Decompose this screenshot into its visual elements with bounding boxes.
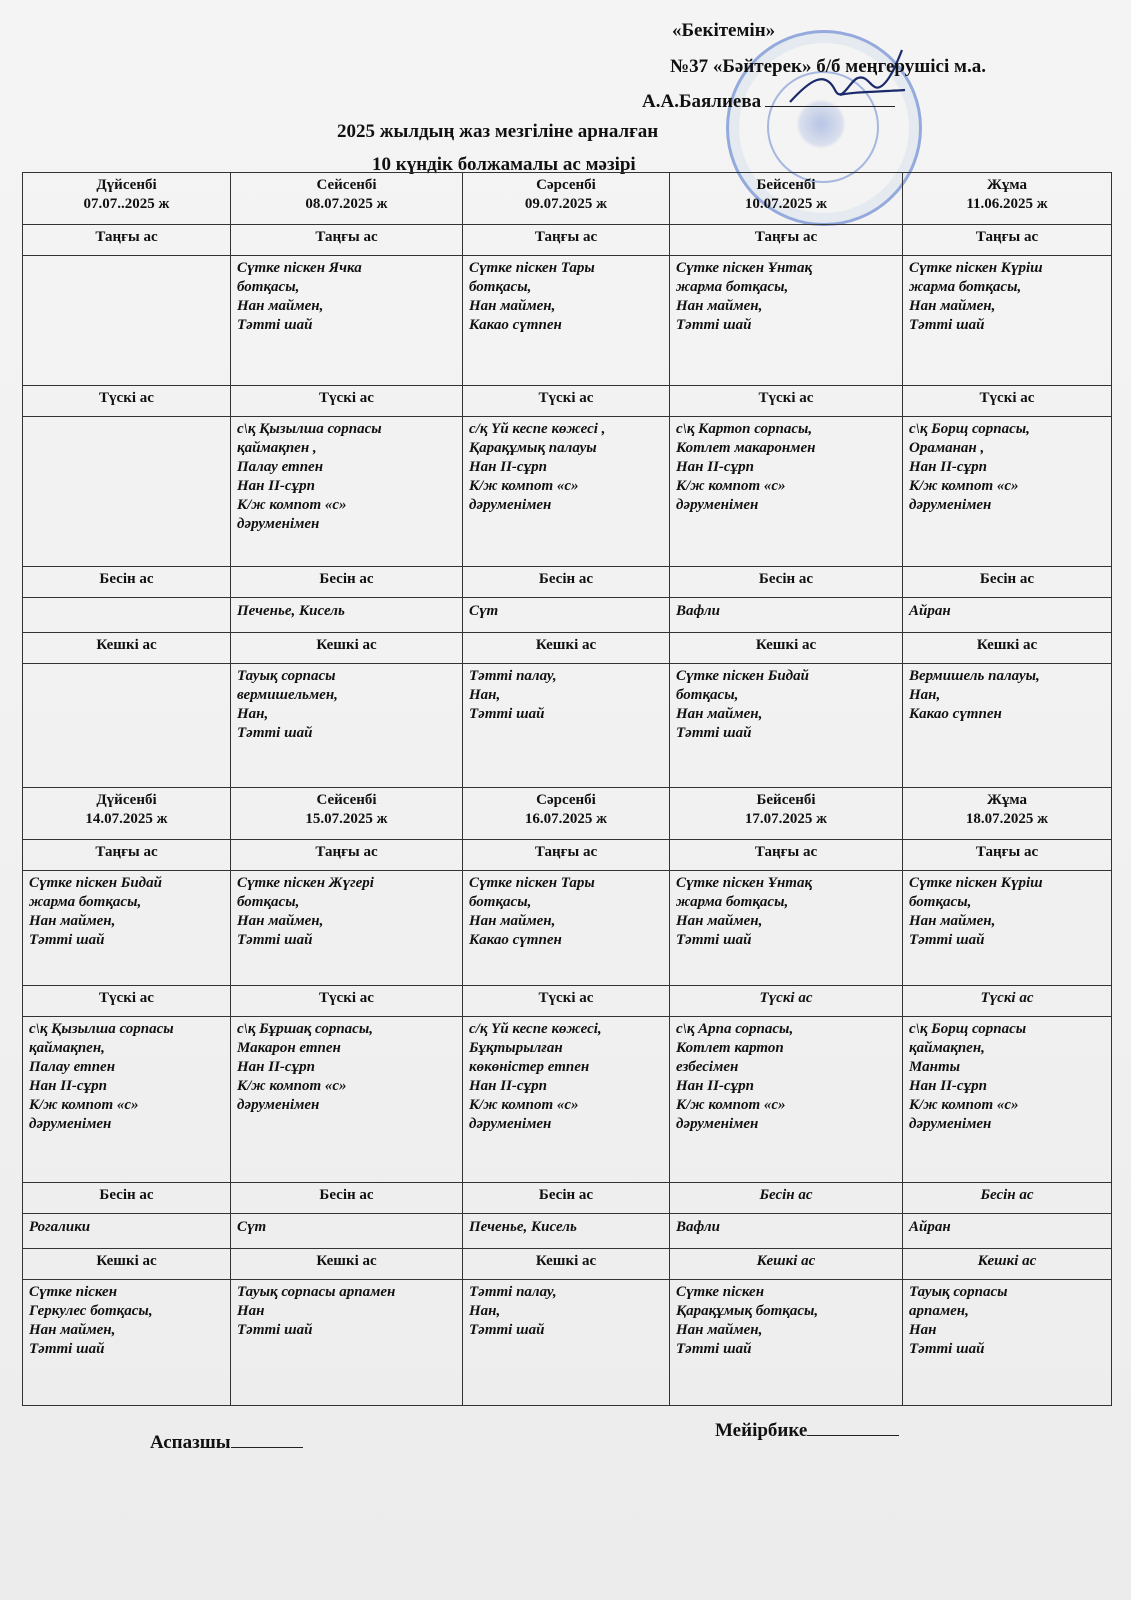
meal-label-row bbox=[23, 840, 1112, 871]
meal-label-breakfast: Таңғы ас bbox=[231, 840, 463, 871]
day-name: Сейсенбі bbox=[316, 792, 377, 808]
day-name: Дүйсенбі bbox=[96, 792, 157, 808]
menu-title: 2025 жылдың жаз мезгіліне арналған bbox=[337, 121, 659, 142]
day-name: Сәрсенбі bbox=[536, 177, 596, 193]
day-name: Жұма bbox=[987, 177, 1027, 193]
meal-label-dinner: Кешкі ас bbox=[670, 633, 903, 664]
cook-signature-line bbox=[150, 1432, 303, 1454]
meal-label-row bbox=[23, 1183, 1112, 1214]
dish-cell: Сүтке піскен Қарақұмық ботқасы, Нан маймен, Тәтті шай bbox=[670, 1280, 903, 1406]
meal-label-breakfast: Таңғы ас bbox=[670, 225, 903, 256]
meal-label-row bbox=[23, 986, 1112, 1017]
meal-label-row bbox=[23, 633, 1112, 664]
day-date: 14.07.2025 ж bbox=[85, 811, 168, 827]
meal-label-row bbox=[23, 1249, 1112, 1280]
meal-label-lunch: Түскі ас bbox=[670, 986, 903, 1017]
meal-label-row bbox=[23, 386, 1112, 417]
menu-subtitle: 10 күндік болжамалы ас мәзірі bbox=[372, 154, 636, 175]
day-name: Бейсенбі bbox=[756, 177, 816, 193]
meal-label-lunch: Түскі ас bbox=[903, 386, 1112, 417]
day-header bbox=[670, 173, 903, 225]
meal-label-dinner: Кешкі ас bbox=[903, 1249, 1112, 1280]
signature-line bbox=[765, 92, 895, 107]
dish-cell: Айран bbox=[903, 598, 1112, 633]
dish-cell: Тәтті палау, Нан, Тәтті шай bbox=[463, 664, 670, 788]
day-header bbox=[463, 173, 670, 225]
day-header bbox=[903, 173, 1112, 225]
dish-cell: с\қ Қызылша сорпасы қаймақпен, Палау етпен Нан ІІ-сұрп К/ж компот «с» дәруменімен bbox=[23, 1017, 231, 1183]
meal-label-lunch: Түскі ас bbox=[231, 986, 463, 1017]
day-header-row bbox=[23, 788, 1112, 840]
day-date: 07.07..2025 ж bbox=[83, 196, 170, 212]
dish-cell: Рогалики bbox=[23, 1214, 231, 1249]
dish-cell: с\қ Борщ сорпасы, Ораманан , Нан ІІ-сұрп К/ж компот «с» дәруменімен bbox=[903, 417, 1112, 567]
meal-label-lunch: Түскі ас bbox=[903, 986, 1112, 1017]
meal-label-lunch: Түскі ас bbox=[463, 986, 670, 1017]
dish-cell: Сүт bbox=[231, 1214, 463, 1249]
day-header bbox=[231, 173, 463, 225]
day-date: 09.07.2025 ж bbox=[524, 196, 608, 212]
meal-label-row bbox=[23, 225, 1112, 256]
meal-label-snack: Бесін ас bbox=[670, 1183, 903, 1214]
dish-cell: Сүтке піскен Ячка ботқасы, Нан маймен, Тәтті шай bbox=[231, 256, 463, 386]
meal-label-lunch: Түскі ас bbox=[231, 386, 463, 417]
meal-label-breakfast: Таңғы ас bbox=[463, 225, 670, 256]
nurse-signature-line bbox=[715, 1420, 899, 1442]
day-header bbox=[23, 173, 231, 225]
meal-label-dinner: Кешкі ас bbox=[23, 633, 231, 664]
day-date: 08.07.2025 ж bbox=[305, 196, 388, 212]
meal-label-dinner: Кешкі ас bbox=[903, 633, 1112, 664]
dish-cell: Сүтке піскен Жүгері ботқасы, Нан маймен, Тәтті шай bbox=[231, 871, 463, 986]
meal-label-snack: Бесін ас bbox=[231, 1183, 463, 1214]
meal-label-breakfast: Таңғы ас bbox=[231, 225, 463, 256]
day-date: 15.07.2025 ж bbox=[305, 811, 388, 827]
dish-cell bbox=[23, 417, 231, 567]
menu-table bbox=[22, 172, 1112, 1406]
dish-cell: Сүтке піскен Тары ботқасы, Нан маймен, Какао сүтпен bbox=[463, 256, 670, 386]
dish-row-snack bbox=[23, 598, 1112, 633]
dish-cell: Тауық сорпасы вермишельмен, Нан, Тәтті шай bbox=[231, 664, 463, 788]
day-header bbox=[903, 788, 1112, 840]
cook-label: Аспазшы bbox=[150, 1432, 231, 1453]
dish-cell: с\қ Борщ сорпасы қаймақпен, Манты Нан ІІ-сұрп К/ж компот «с» дәруменімен bbox=[903, 1017, 1112, 1183]
dish-cell: с\қ Қызылша сорпасы қаймақпен , Палау етпен Нан ІІ-сұрп К/ж компот «с» дәруменімен bbox=[231, 417, 463, 567]
dish-cell: Сүтке піскен Ұнтақ жарма ботқасы, Нан маймен, Тәтті шай bbox=[670, 871, 903, 986]
approval-heading: «Бекітемін» bbox=[672, 20, 776, 41]
day-date: 18.07.2025 ж bbox=[965, 811, 1049, 827]
day-name: Сейсенбі bbox=[316, 177, 377, 193]
approver-name: А.А.Баялиева bbox=[642, 91, 762, 112]
dish-cell: Тауық сорпасы арпамен Нан Тәтті шай bbox=[231, 1280, 463, 1406]
dish-cell: с\қ Бұршақ сорпасы, Макарон етпен Нан ІІ-сұрп К/ж компот «с» дәруменімен bbox=[231, 1017, 463, 1183]
dish-cell: Вермишель палауы, Нан, Какао сүтпен bbox=[903, 664, 1112, 788]
dish-row-dinner bbox=[23, 664, 1112, 788]
meal-label-breakfast: Таңғы ас bbox=[903, 225, 1112, 256]
day-name: Сәрсенбі bbox=[536, 792, 596, 808]
dish-cell: Вафли bbox=[670, 1214, 903, 1249]
dish-cell: Печенье, Кисель bbox=[463, 1214, 670, 1249]
dish-cell: Сүтке піскен Бидай ботқасы, Нан маймен, Тәтті шай bbox=[670, 664, 903, 788]
dish-cell: с\қ Картоп сорпасы, Котлет макаронмен Нан ІІ-сұрп К/ж компот «с» дәруменімен bbox=[670, 417, 903, 567]
dish-row-lunch bbox=[23, 1017, 1112, 1183]
dish-row-dinner bbox=[23, 1280, 1112, 1406]
meal-label-row bbox=[23, 567, 1112, 598]
meal-label-breakfast: Таңғы ас bbox=[670, 840, 903, 871]
meal-label-snack: Бесін ас bbox=[670, 567, 903, 598]
meal-label-breakfast: Таңғы ас bbox=[903, 840, 1112, 871]
meal-label-dinner: Кешкі ас bbox=[231, 633, 463, 664]
dish-cell: Тауық сорпасы арпамен, Нан Тәтті шай bbox=[903, 1280, 1112, 1406]
dish-cell: Сүтке піскен Тары ботқасы, Нан маймен, Какао сүтпен bbox=[463, 871, 670, 986]
dish-cell: Сүтке піскен Күріш ботқасы, Нан маймен, Тәтті шай bbox=[903, 871, 1112, 986]
nurse-underline bbox=[807, 1421, 899, 1436]
meal-label-lunch: Түскі ас bbox=[670, 386, 903, 417]
dish-row-lunch bbox=[23, 417, 1112, 567]
dish-cell: Сүтке піскен Күріш жарма ботқасы, Нан маймен, Тәтті шай bbox=[903, 256, 1112, 386]
meal-label-lunch: Түскі ас bbox=[23, 986, 231, 1017]
dish-cell: Печенье, Кисель bbox=[231, 598, 463, 633]
day-header bbox=[231, 788, 463, 840]
meal-label-breakfast: Таңғы ас bbox=[463, 840, 670, 871]
dish-row-snack bbox=[23, 1214, 1112, 1249]
approver-name-line bbox=[642, 91, 895, 113]
dish-row-breakfast bbox=[23, 871, 1112, 986]
nurse-label: Мейірбике bbox=[715, 1420, 808, 1441]
meal-label-lunch: Түскі ас bbox=[463, 386, 670, 417]
dish-cell bbox=[23, 598, 231, 633]
day-header-row bbox=[23, 173, 1112, 225]
dish-cell: Сүтке піскен Геркулес ботқасы, Нан маймен, Тәтті шай bbox=[23, 1280, 231, 1406]
dish-cell: с/қ Үй кеспе көжесі , Қарақұмық палауы Нан ІІ-сұрп К/ж компот «с» дәруменімен bbox=[463, 417, 670, 567]
meal-label-lunch: Түскі ас bbox=[23, 386, 231, 417]
dish-cell: с\қ Арпа сорпасы, Котлет картоп езбесімен Нан ІІ-сұрп К/ж компот «с» дәруменімен bbox=[670, 1017, 903, 1183]
approver-position: №37 «Бәйтерек» б/б меңгерушісі м.а. bbox=[670, 56, 986, 77]
day-name: Дүйсенбі bbox=[96, 177, 157, 193]
meal-label-dinner: Кешкі ас bbox=[23, 1249, 231, 1280]
meal-label-snack: Бесін ас bbox=[903, 567, 1112, 598]
meal-label-snack: Бесін ас bbox=[23, 567, 231, 598]
meal-label-dinner: Кешкі ас bbox=[463, 633, 670, 664]
dish-cell: Вафли bbox=[670, 598, 903, 633]
dish-cell: с/қ Үй кеспе көжесі, Бұқтырылған көкөністер етпен Нан ІІ-сұрп К/ж компот «с» дәруменімен bbox=[463, 1017, 670, 1183]
dish-cell: Сүт bbox=[463, 598, 670, 633]
dish-row-breakfast bbox=[23, 256, 1112, 386]
meal-label-breakfast: Таңғы ас bbox=[23, 225, 231, 256]
meal-label-snack: Бесін ас bbox=[903, 1183, 1112, 1214]
meal-label-dinner: Кешкі ас bbox=[670, 1249, 903, 1280]
dish-cell bbox=[23, 664, 231, 788]
dish-cell: Сүтке піскен Бидай жарма ботқасы, Нан маймен, Тәтті шай bbox=[23, 871, 231, 986]
dish-cell bbox=[23, 256, 231, 386]
day-date: 16.07.2025 ж bbox=[524, 811, 608, 827]
day-header bbox=[463, 788, 670, 840]
day-date: 10.07.2025 ж bbox=[744, 196, 828, 212]
day-header bbox=[670, 788, 903, 840]
meal-label-snack: Бесін ас bbox=[23, 1183, 231, 1214]
meal-label-snack: Бесін ас bbox=[463, 1183, 670, 1214]
day-date: 17.07.2025 ж bbox=[744, 811, 828, 827]
dish-cell: Айран bbox=[903, 1214, 1112, 1249]
day-date: 11.06.2025 ж bbox=[966, 196, 1048, 212]
dish-cell: Сүтке піскен Ұнтақ жарма ботқасы, Нан маймен, Тәтті шай bbox=[670, 256, 903, 386]
meal-label-dinner: Кешкі ас bbox=[463, 1249, 670, 1280]
day-name: Жұма bbox=[987, 792, 1027, 808]
day-name: Бейсенбі bbox=[756, 792, 816, 808]
meal-label-breakfast: Таңғы ас bbox=[23, 840, 231, 871]
meal-label-snack: Бесін ас bbox=[231, 567, 463, 598]
dish-cell: Тәтті палау, Нан, Тәтті шай bbox=[463, 1280, 670, 1406]
meal-label-dinner: Кешкі ас bbox=[231, 1249, 463, 1280]
meal-label-snack: Бесін ас bbox=[463, 567, 670, 598]
cook-underline bbox=[231, 1433, 303, 1448]
day-header bbox=[23, 788, 231, 840]
